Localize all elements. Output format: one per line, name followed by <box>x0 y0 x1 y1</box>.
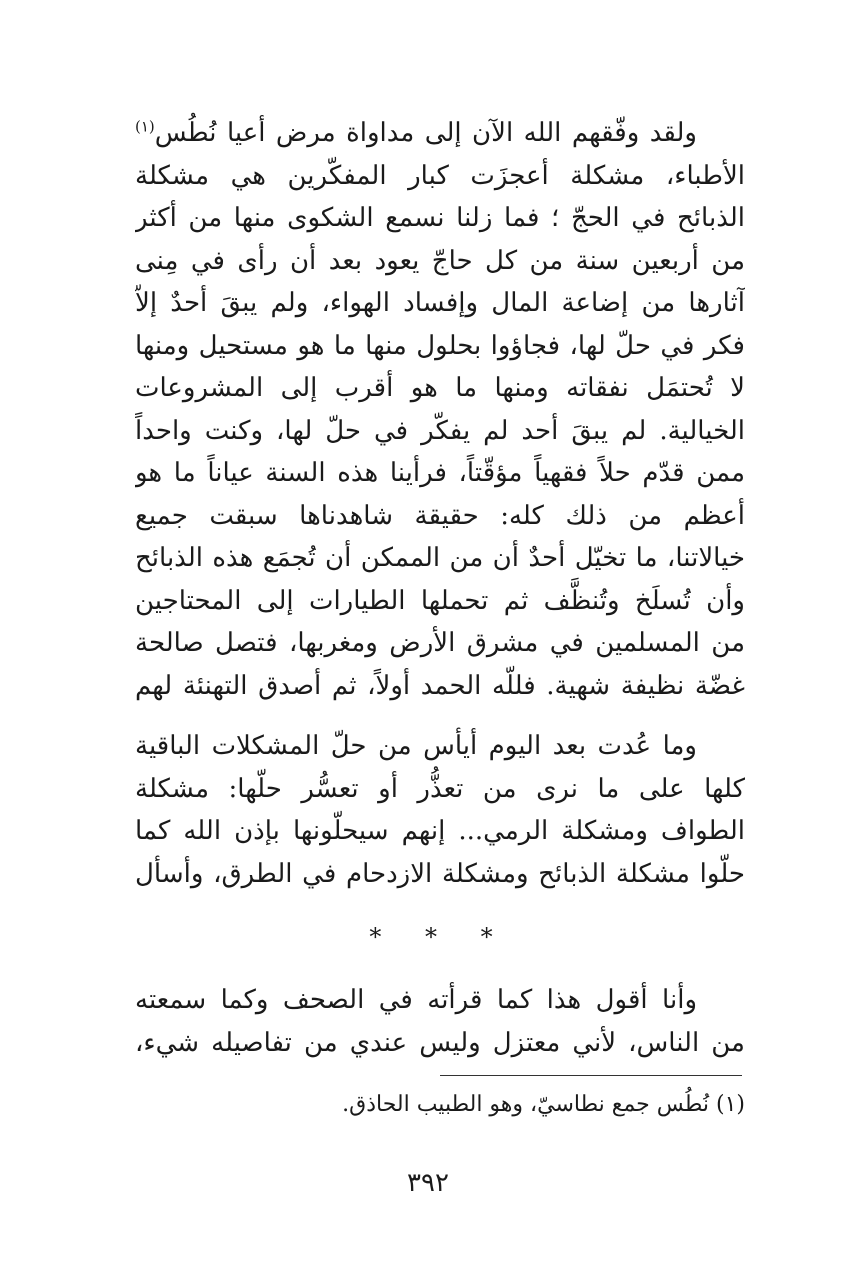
section-separator: * * * <box>369 923 511 951</box>
footnote-reference[interactable]: (١) <box>135 117 155 136</box>
paragraph-2: وما عُدت بعد اليوم أيأس من حلّ المشكلات الباقية كلها على ما نرى من تعذُّر أو تعسُّر حلّها: مشكلة الطواف ومشكلة الرمي... إنهم سيحلّونها بإذن الله كما حلّوا مشكلة الذبائح ومشكلة الازدحام في الطرق، وأسأل <box>135 731 745 889</box>
page-body <box>135 112 745 1064</box>
page-number: ٣٩٢ <box>407 1168 449 1198</box>
paragraph-3: وأنا أقول هذا كما قرأته في الصحف وكما سمعته من الناس، لأني معتزل وليس عندي من تفاصيله شيء، <box>135 985 745 1058</box>
paragraph-1-text-end: الأطباء، مشكلة أعجزَت كبار المفكّرين هي مشكلة الذبائح في الحجّ ؛ فما زلنا نسمع الشكوى منها من أكثر من أربعين سنة من كل حاجّ يعود بعد أن رأى في مِنى آثارها من إضاعة المال وإفساد الهواء، ولم يبقَ أحدٌ إلاّ فكر في حلّ لها، فجاؤوا بحلول منها ما هو مستحيل ومنها لا تُحتمَل نفقاته ومنها ما هو أقرب إلى المشروعات الخيالية. لم يبقَ أحد لم يفكّر في حلّ لها، وكنت واحداً ممن قدّم حلاً فقهياً مؤقّتاً، فرأينا هذه السنة عياناً ما هو أعظم من ذلك كله: حقيقة شاهدناها سبقت جميع خيالاتنا، ما تخيّل أحدٌ أن من الممكن أن تُجمَع هذه الذبائح وأن تُسلَخ وتُنظَّف ثم تحملها الطيارات إلى المحتاجين من المسلمين في مشرق الأرض ومغربها، فتصل صالحة غضّة نظيفة شهية. فللّه الحمد أولاً، ثم أصدق التهنئة لهم <box>135 160 745 701</box>
paragraph-1 <box>135 112 745 707</box>
footnote: (١) نُطُس جمع نطاسيّ، وهو الطبيب الحاذق. <box>342 1092 745 1117</box>
paragraph-1-text-start: ولقد وفّقهم الله الآن إلى مداواة مرض أعيا نُطُس <box>154 118 697 148</box>
footnote-divider <box>440 1075 742 1076</box>
